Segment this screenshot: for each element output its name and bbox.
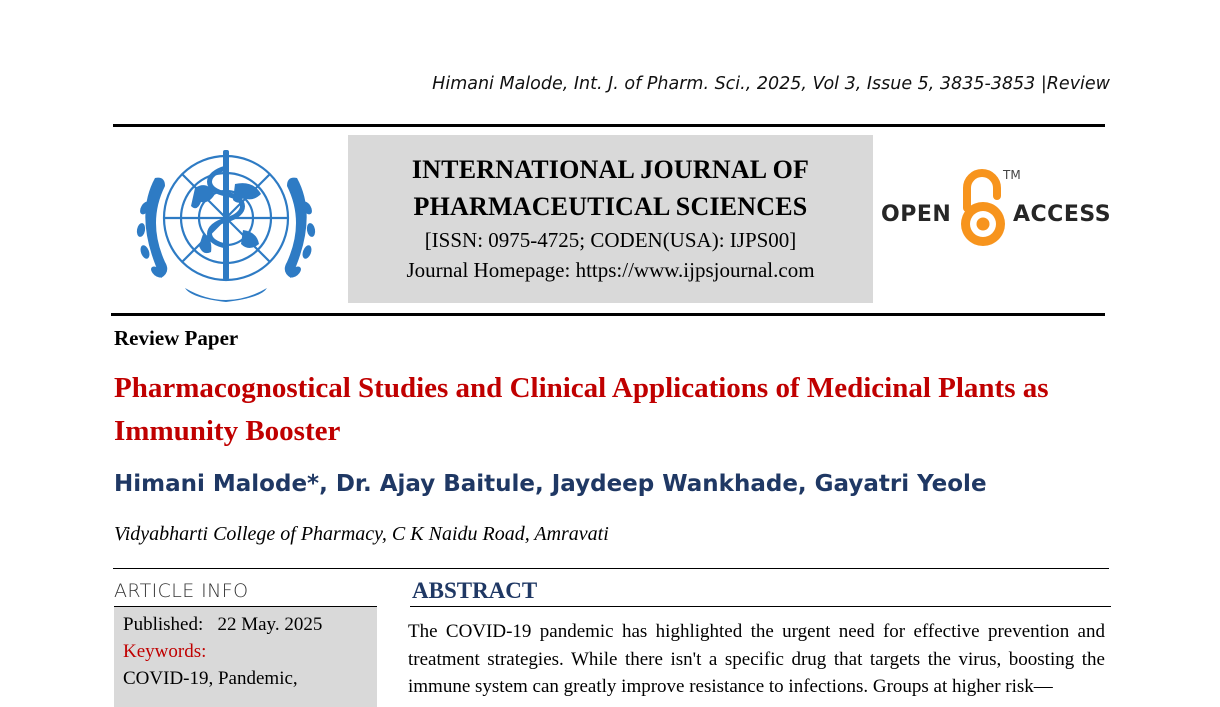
journal-emblem-logo (125, 138, 327, 308)
published-date: 22 May. 2025 (217, 614, 323, 635)
abstract-heading: ABSTRACT (412, 578, 538, 603)
paper-title: Pharmacognostical Studies and Clinical Applications of Medicinal Plants as Immunity Booster (114, 372, 1049, 447)
section-divider (113, 568, 1109, 569)
published-label: Published: (123, 614, 204, 635)
open-access-logo (879, 166, 1112, 256)
open-access-right-text: ACCESS (1013, 202, 1112, 227)
journal-homepage-link[interactable]: Journal Homepage: https://www.ijpsjournal.com (406, 258, 815, 282)
article-info-heading: ARTICLE INFO (114, 580, 249, 602)
header-rule-bottom (111, 313, 1105, 316)
abstract-rule (410, 606, 1111, 607)
keywords-list: COVID-19, Pandemic, (123, 668, 298, 689)
article-info-box (114, 607, 377, 707)
journal-issn: [ISSN: 0975-4725; CODEN(USA): IJPS00] (424, 228, 797, 252)
keywords-label: Keywords: (123, 641, 207, 662)
author-list: Himani Malode*, Dr. Ajay Baitule, Jaydeep Wankhade, Gayatri Yeole (114, 471, 987, 497)
journal-name: INTERNATIONAL JOURNAL OF PHARMACEUTICAL SCIENCES (411, 155, 810, 221)
header-rule-top (113, 124, 1105, 127)
paper-type: Review Paper (114, 326, 239, 350)
trademark-mark: TM (1003, 168, 1021, 182)
citation-header: Himani Malode, Int. J. of Pharm. Sci., 2025, Vol 3, Issue 5, 3835-3853 |Review (432, 74, 1110, 94)
affiliation: Vidyabharti College of Pharmacy, C K Naidu Road, Amravati (114, 523, 609, 545)
abstract-text: The COVID-19 pandemic has highlighted the urgent need for effective prevention and treatment strategies. While there isn't a specific drug that targets the virus, boosting the immune system can greatly improve resistance to infections. Groups at higher risk— (408, 621, 1105, 697)
journal-title-box (348, 135, 873, 303)
published-row (123, 611, 377, 638)
open-access-left-text: OPEN (881, 202, 952, 227)
